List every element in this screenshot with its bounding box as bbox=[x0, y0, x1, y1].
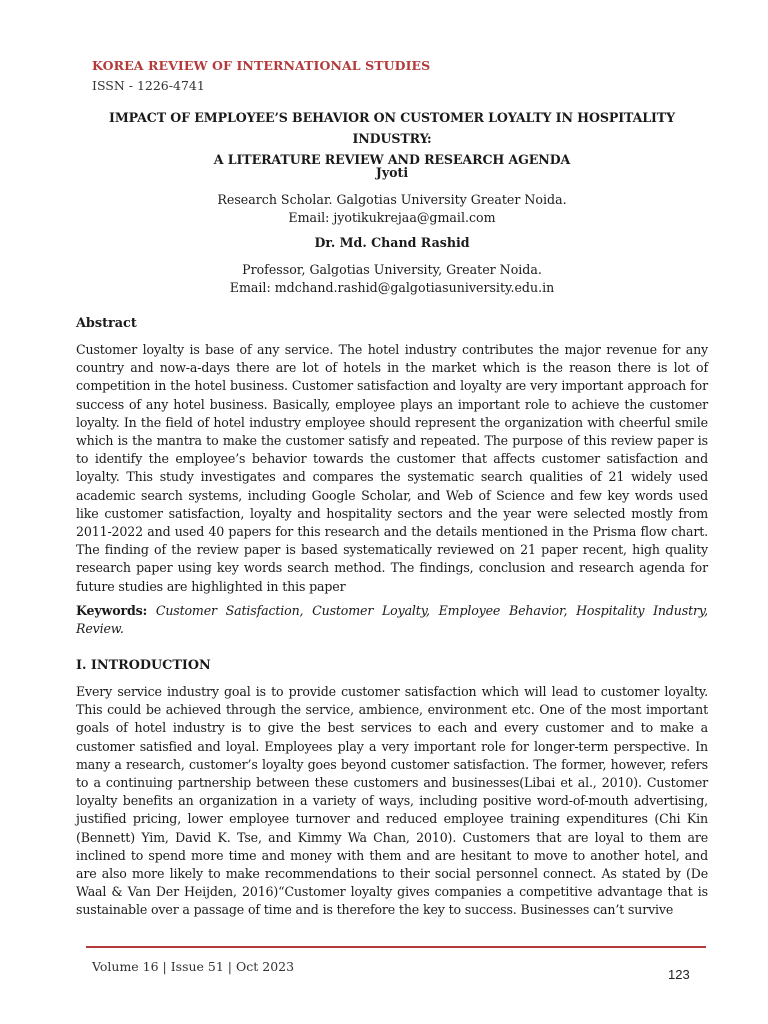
issn: ISSN - 1226-4741 bbox=[92, 78, 205, 93]
title-line-2: A LITERATURE REVIEW AND RESEARCH AGENDA bbox=[213, 152, 571, 167]
author-affiliation-2 bbox=[76, 261, 708, 297]
keywords bbox=[76, 602, 708, 638]
author-affiliation-1 bbox=[76, 191, 708, 227]
abstract-body: Customer loyalty is base of any service. The hotel industry contributes the major revenue for any country and now-a-days there are lot of hotels in the market which is the reason there is lot of competition in the hotel business. Customer satisfaction and loyalty are very important approach for success of any hotel business. Basically, employee plays an important role to achieve the customer loyalty. In the field of hotel industry employee should represent the organization with cheerful smile which is the mantra to make the customer satisfy and repeated. The purpose of this review paper is to identify the employee’s behavior towards the customer that affects customer satisfaction and loyalty. This study investigates and compares the systematic search qualities of 21 widely used academic search systems, including Google Scholar, and Web of Science and few key words used like customer satisfaction, loyalty and hospitality sectors and the year were selected mostly from 2011-2022 and used 40 papers for this research and the details mentioned in the Prisma flow chart. The finding of the review paper is based systematically reviewed on 21 paper recent, high quality research paper using key words search method. The findings, conclusion and research agenda for future studies are highlighted in this paper bbox=[76, 342, 708, 594]
footer-volume: Volume 16 | Issue 51 | Oct 2023 bbox=[92, 959, 295, 974]
keywords-text: Customer Satisfaction, Customer Loyalty, Employee Behavior, Hospitality Industry, Review. bbox=[76, 603, 708, 637]
introduction-heading: I. INTRODUCTION bbox=[76, 658, 211, 673]
footer-rule bbox=[86, 946, 706, 948]
introduction-body: Every service industry goal is to provide customer satisfaction which will lead to customer loyalty. This could be achieved through the service, ambience, environment etc. One of the most important goals of hotel industry is to give the best services to each and every customer and to make a customer satisfied and loyal. Employees play a very important role for longer-term perspective. In many a research, customer’s loyalty goes beyond customer satisfaction. The former, however, refers to a continuing partnership between these customers and businesses(Libai et al., 2010). Customer loyalty benefits an organization in a variety of ways, including positive word-of-mouth advertising, justified pricing, lower employee turnover and reduced employee training expenditures (Chi Kin (Bennett) Yim, David K. Tse, and Kimmy Wa Chan, 2010). Customers that are loyal to them are inclined to spend more time and money with them and are hesitant to move to another hotel, and are also more likely to make recommendations to their social personnel connect. As stated by (De Waal & Van Der Heijden, 2016)“Customer loyalty gives companies a competitive advantage that is sustainable over a passage of time and is therefore the key to success. Businesses can’t survive bbox=[76, 684, 708, 918]
author-name-2: Dr. Md. Chand Rashid bbox=[314, 235, 470, 250]
author-email-2: Email: mdchand.rashid@galgotiasuniversity.edu.in bbox=[229, 280, 555, 295]
keywords-label: Keywords: bbox=[76, 603, 148, 618]
journal-name: KOREA REVIEW OF INTERNATIONAL STUDIES bbox=[92, 58, 431, 73]
page-number: 123 bbox=[668, 967, 690, 982]
abstract-heading: Abstract bbox=[76, 316, 137, 331]
author-email-1: Email: jyotikukrejaa@gmail.com bbox=[288, 210, 496, 225]
paper-title bbox=[76, 107, 708, 170]
affiliation-text-2: Professor, Galgotias University, Greater Noida. bbox=[242, 262, 542, 277]
author-name-1: Jyoti bbox=[375, 165, 409, 180]
title-line-1: IMPACT OF EMPLOYEE’S BEHAVIOR ON CUSTOMER LOYALTY IN HOSPITALITY INDUSTRY: bbox=[109, 110, 675, 146]
affiliation-text-1: Research Scholar. Galgotias University Greater Noida. bbox=[217, 192, 567, 207]
